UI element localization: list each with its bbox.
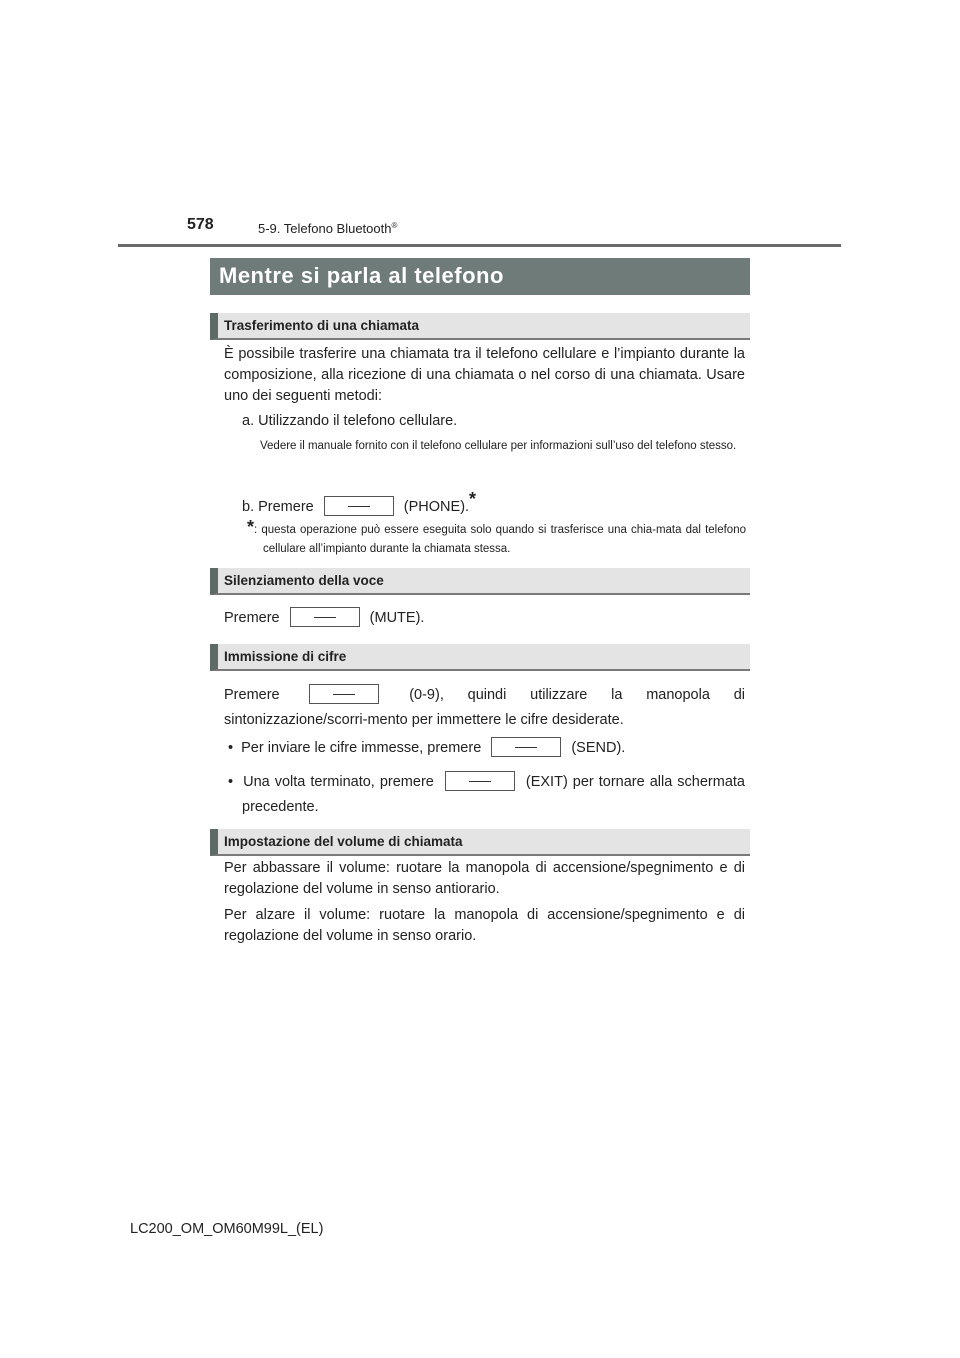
section-label: 5-9. Telefono Bluetooth®	[258, 221, 398, 236]
header-divider	[118, 244, 841, 247]
transfer-footnote: *: questa operazione può essere eseguita solo quando si trasferisce una chia-mata dal telefono cellulare all’impianto durante la chiamata stessa.	[247, 517, 746, 555]
mute-instruction: Premere (MUTE).	[224, 607, 745, 629]
heading-digits: Immissione di cifre	[210, 644, 750, 671]
digits-bullet-exit: • Una volta terminato, premere (EXIT) per tornare alla schermata precedente.	[228, 770, 745, 820]
exit-key-icon	[445, 771, 515, 791]
phone-key-icon	[324, 496, 394, 516]
page-title: Mentre si parla al telefono	[210, 258, 750, 295]
volume-increase: Per alzare il volume: ruotare la manopola di accensione/spegnimento e di regolazione del volume in senso orario.	[224, 907, 745, 944]
heading-volume: Impostazione del volume di chiamata	[210, 829, 750, 856]
digits-key-icon	[309, 684, 379, 704]
transfer-item-a-note: Vedere il manuale fornito con il telefono cellulare per informazioni sull’uso del telefono stesso.	[260, 440, 737, 452]
transfer-item-b: b. Premere (PHONE).*	[242, 489, 477, 515]
volume-decrease: Per abbassare il volume: ruotare la manopola di accensione/spegnimento e di regolazione del volume in senso antiorario.	[224, 860, 745, 897]
send-key-icon	[491, 737, 561, 757]
heading-transfer: Trasferimento di una chiamata	[210, 313, 750, 340]
heading-mute: Silenziamento della voce	[210, 568, 750, 595]
transfer-intro: È possibile trasferire una chiamata tra il telefono cellulare e l’impianto durante la composizione, alla ricezione di una chiamata o nel corso di una chiamata. Usare uno dei seguenti metodi:	[224, 346, 745, 404]
digits-instruction: Premere (0-9), quindi utilizzare la manopola di sintonizzazione/scorri-mento per immettere le cifre desiderate.	[224, 683, 745, 733]
page-number: 578	[187, 216, 214, 233]
document-code: LC200_OM_OM60M99L_(EL)	[130, 1221, 324, 1237]
transfer-item-a: a. Utilizzando il telefono cellulare.	[242, 413, 458, 429]
mute-key-icon	[290, 607, 360, 627]
digits-bullet-send: • Per inviare le cifre immesse, premere (SEND).	[228, 737, 745, 759]
